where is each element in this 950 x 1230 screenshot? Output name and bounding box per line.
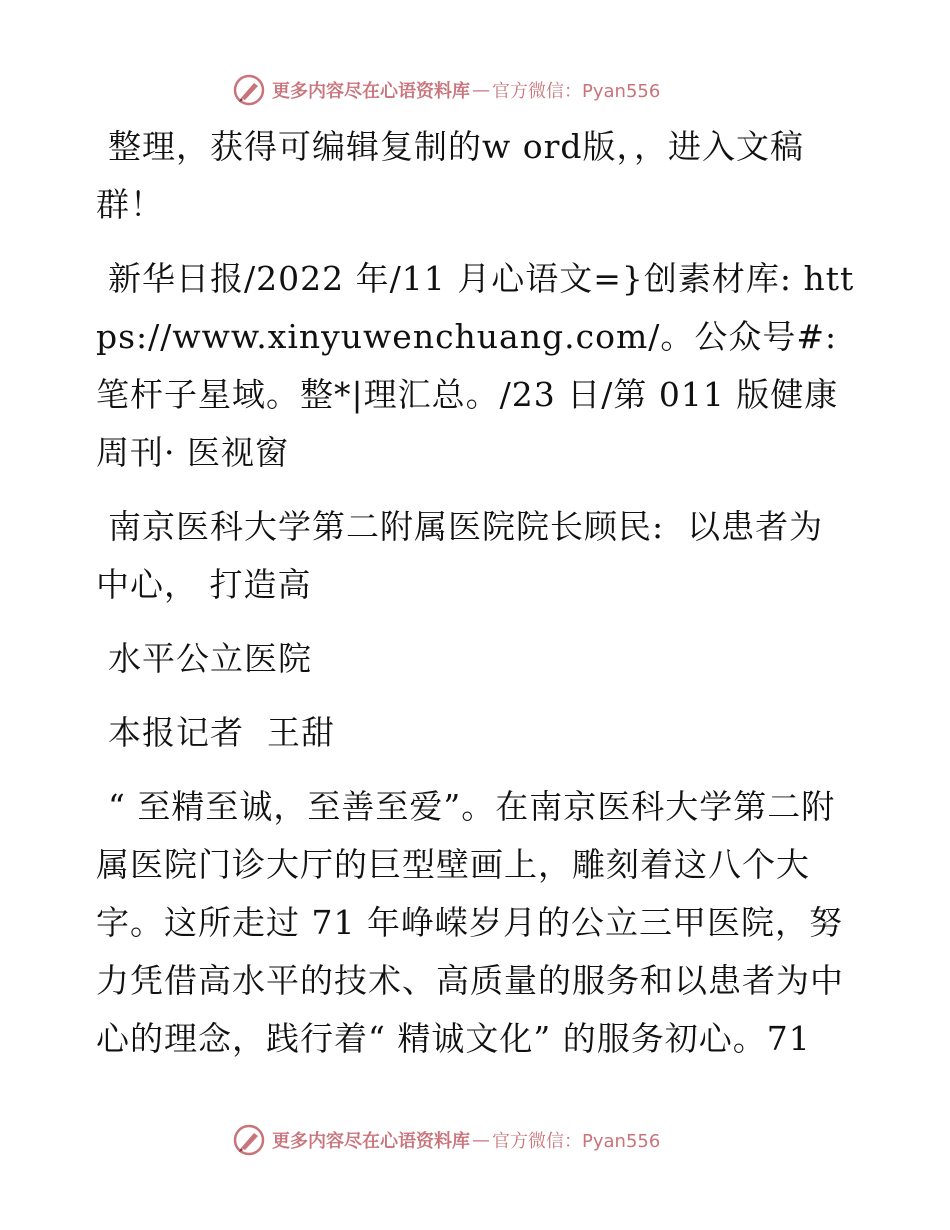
watermark-separator: — <box>472 1129 490 1151</box>
watermark-separator: — <box>472 79 490 101</box>
paragraph-intro: 整理，获得可编辑复制的w ord版，，进入文稿群！ <box>96 127 805 224</box>
watermark-main-text: 更多内容尽在心语资料库 <box>272 81 470 102</box>
watermark-main-text: 更多内容尽在心语资料库 <box>272 1131 470 1152</box>
footer-watermark <box>232 1122 712 1158</box>
article-headline: 南京医科大学第二附属医院院长顾民: 以患者为中心， 打造高 <box>96 507 824 604</box>
pen-logo-icon <box>232 1123 266 1157</box>
watermark-wechat-text: 官方微信：Pyan556 <box>492 81 661 102</box>
article-byline: 本报记者 王甜 <box>108 713 335 752</box>
watermark-wechat-text: 官方微信：Pyan556 <box>492 1131 661 1152</box>
paragraph-source: 新华日报/2022 年/11 月心语文=}创素材库: https://www.xinyuwenchuang.com/。公众号#: 笔杆子星域。整*|理汇总。/23 日/第 011 版健康周刊· 医视窗 <box>96 259 855 472</box>
header-watermark <box>232 72 712 108</box>
paragraph-body: “ 至精至诚，至善至爱”。在南京医科大学第二附属医院门诊大厅的巨型壁画上，雕刻着这八个大字。这所走过 71 年峥嵘岁月的公立三甲医院，努力凭借高水平的技术、高质量的服务和以患者为中心的理念，践行着“ 精诚文化” 的服务初心。71 <box>96 787 844 1058</box>
pen-logo-icon <box>232 73 266 107</box>
document-body <box>96 118 856 1084</box>
article-headline-continued: 水平公立医院 <box>108 639 312 678</box>
